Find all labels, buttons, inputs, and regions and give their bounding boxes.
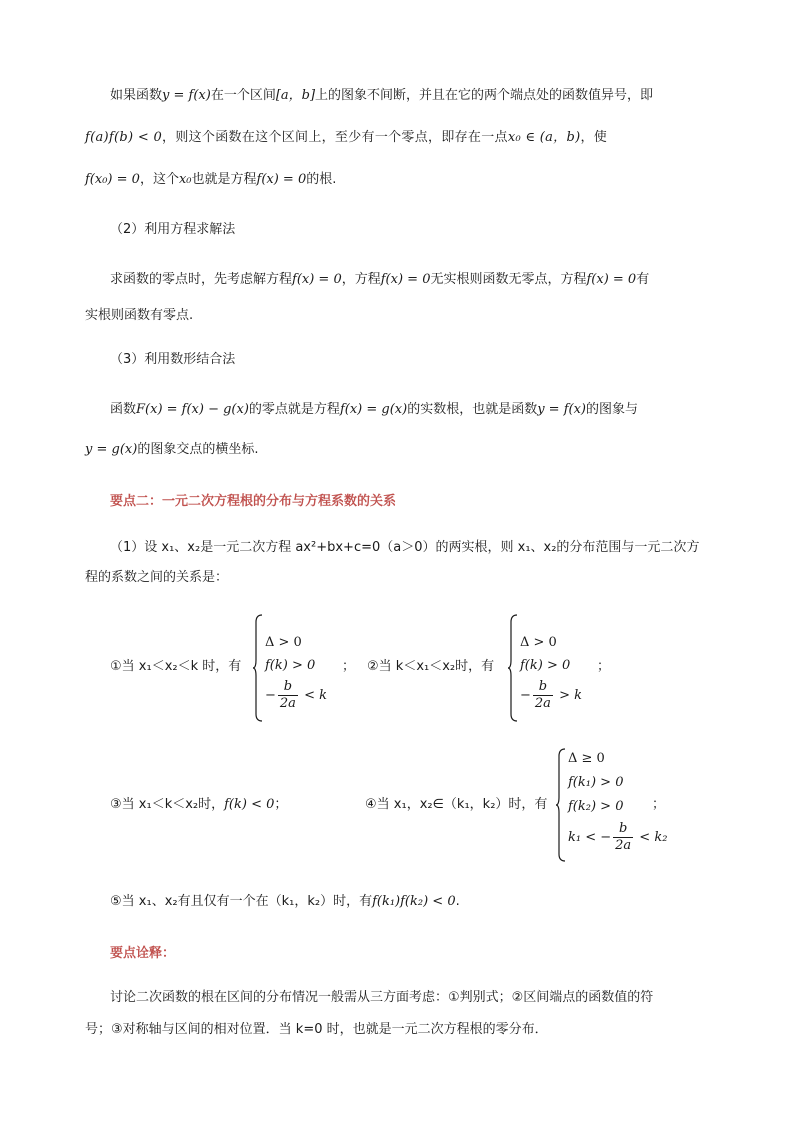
p1-line-1 xyxy=(110,86,653,106)
fraction-denominator: 2a xyxy=(615,838,632,853)
math-fk-lt-0: f(k) < 0 xyxy=(224,797,275,812)
case-1-row-3 xyxy=(265,679,327,712)
fraction-numerator: b xyxy=(613,821,633,838)
p1-text-e5: 的根. xyxy=(306,172,337,187)
case-1-row-1: Δ > 0 xyxy=(265,635,302,650)
math-fx-eq-0: f(x) = 0 xyxy=(256,172,307,187)
p2-text-d: 有 xyxy=(636,272,650,287)
math-fx-eq-0-b: f(x) = 0 xyxy=(380,272,431,287)
case-4-row-2: f(k₁) > 0 xyxy=(568,775,624,790)
p1-text-c: 上的图象不间断，并且在它的两个端点处的函数值异号，即 xyxy=(315,88,654,103)
case-2-system xyxy=(508,614,598,722)
case-1-end: ； xyxy=(342,659,356,674)
case-2-end: ； xyxy=(597,659,611,674)
case-4-row-4 xyxy=(568,821,667,854)
p5-line-2: 号；③对称轴与区间的相对位置．当 k=0 时，也就是一元二次方程根的零分布． xyxy=(85,1022,548,1037)
case-4-frac-suffix: < k₂ xyxy=(635,830,668,845)
fraction-numerator: b xyxy=(533,679,553,696)
math-fk1-fk2-lt-0: f(k₁)f(k₂) < 0 xyxy=(372,894,456,909)
math-Fx-def: F(x) = f(x) − g(x) xyxy=(136,402,249,417)
section-heading-3: 要点诠释： xyxy=(110,946,176,961)
p3-text-d: 的图象与 xyxy=(586,402,639,417)
p3-line-2 xyxy=(85,440,258,460)
method-2-title: （2）利用方程求解法 xyxy=(110,222,236,237)
case-2-row-1: Δ > 0 xyxy=(520,635,557,650)
case-2-row-2: f(k) > 0 xyxy=(520,658,571,673)
left-brace-icon xyxy=(253,614,263,722)
case-4-row-3: f(k₂) > 0 xyxy=(568,799,624,814)
math-x0-in-ab: x₀ ∈ (a，b) xyxy=(507,130,581,145)
case-5-line xyxy=(110,892,460,912)
left-brace-icon xyxy=(508,614,518,722)
p3-text-b: 的零点就是方程 xyxy=(248,402,340,417)
p2-text-a: 求函数的零点时，先考虑解方程 xyxy=(110,272,293,287)
math-fa-fb-lt-0: f(a)f(b) < 0 xyxy=(85,130,163,145)
math-fx-eq-gx: f(x) = g(x) xyxy=(339,402,408,417)
p2-text-c: 无实根则函数无零点，方程 xyxy=(430,272,587,287)
case-4-frac-prefix: k₁ < − xyxy=(568,830,612,845)
math-x0: x₀ xyxy=(178,172,192,187)
case-1-fraction xyxy=(278,679,298,712)
case-2-row-3 xyxy=(520,679,582,712)
case-2-frac-suffix: > k xyxy=(554,688,582,703)
math-interval-ab: [a，b] xyxy=(275,88,316,103)
method-3-title: （3）利用数形结合法 xyxy=(110,352,236,367)
p3-text-c: 的实数根，也就是函数 xyxy=(407,402,538,417)
p1-text-a: 如果函数 xyxy=(110,88,163,103)
p1-text-d3: ，使 xyxy=(580,130,608,145)
p4-line-2: 程的系数之间的关系是： xyxy=(85,570,229,585)
case-3-line xyxy=(110,795,287,815)
case-2-label: ②当 k＜x₁＜x₂时，有 xyxy=(367,659,495,674)
math-y-eq-gx: y = g(x) xyxy=(85,442,138,457)
case-5-label: ⑤当 x₁、x₂有且仅有一个在（k₁，k₂）时，有 xyxy=(110,894,373,909)
case-4-row-1: Δ ≥ 0 xyxy=(568,751,605,766)
p3-text-e: 的图象交点的横坐标. xyxy=(137,442,259,457)
p1-text-e3: 也就是方程 xyxy=(191,172,257,187)
p1-line-2 xyxy=(85,128,607,148)
math-fx-eq-0-a: f(x) = 0 xyxy=(292,272,342,287)
case-1-system xyxy=(253,614,343,722)
p5-line-1: 讨论二次函数的根在区间的分布情况一般需从三方面考虑：①判别式；②区间端点的函数值的符 xyxy=(110,990,654,1005)
case-4-label: ④当 x₁，x₂∈（k₁，k₂）时，有 xyxy=(365,797,548,812)
math-fx0-eq-0: f(x₀) = 0 xyxy=(85,172,140,187)
p1-text-d: ，则这个函数在这个区间上，至少有一个零点，即存在一点 xyxy=(162,130,508,145)
fraction-denominator: 2a xyxy=(534,696,551,711)
case-2-frac-prefix: − xyxy=(520,688,531,703)
math-y-eq-fx: y = f(x) xyxy=(162,88,211,103)
section-heading-2: 要点二：一元二次方程根的分布与方程系数的关系 xyxy=(110,494,397,509)
p2-line-2: 实根则函数有零点. xyxy=(85,308,194,323)
fraction-denominator: 2a xyxy=(279,696,296,711)
p1-line-3 xyxy=(85,170,336,190)
case-4-system xyxy=(556,748,668,862)
case-3-label: ③当 x₁＜k＜x₂时， xyxy=(110,797,225,812)
case-4-end: ； xyxy=(652,797,666,812)
p4-line-1: （1）设 x₁、x₂是一元二次方程 ax²+bx+c=0（a＞0）的两实根，则 x₁、x₂的分布范围与一元二次方 xyxy=(110,540,700,555)
p1-text-e: ，这个 xyxy=(139,172,179,187)
case-1-label: ①当 x₁＜x₂＜k 时，有 xyxy=(110,659,242,674)
case-1-frac-suffix: < k xyxy=(299,688,327,703)
p3-text-a: 函数 xyxy=(110,402,137,417)
p3-line-1 xyxy=(110,400,638,420)
case-4-fraction xyxy=(613,821,633,854)
fraction-numerator: b xyxy=(278,679,298,696)
case-2-fraction xyxy=(533,679,553,712)
case-1-row-2: f(k) > 0 xyxy=(265,658,316,673)
p2-line-1 xyxy=(110,270,649,290)
case-3-end: ； xyxy=(274,797,288,812)
p1-text-b: 在一个区间 xyxy=(210,88,276,103)
p2-text-b: ，方程 xyxy=(341,272,381,287)
left-brace-icon xyxy=(556,748,566,862)
case-5-end: . xyxy=(455,894,460,909)
math-fx-eq-0-c: f(x) = 0 xyxy=(586,272,637,287)
case-1-frac-prefix: − xyxy=(265,688,276,703)
math-y-eq-fx-2: y = f(x) xyxy=(537,402,586,417)
